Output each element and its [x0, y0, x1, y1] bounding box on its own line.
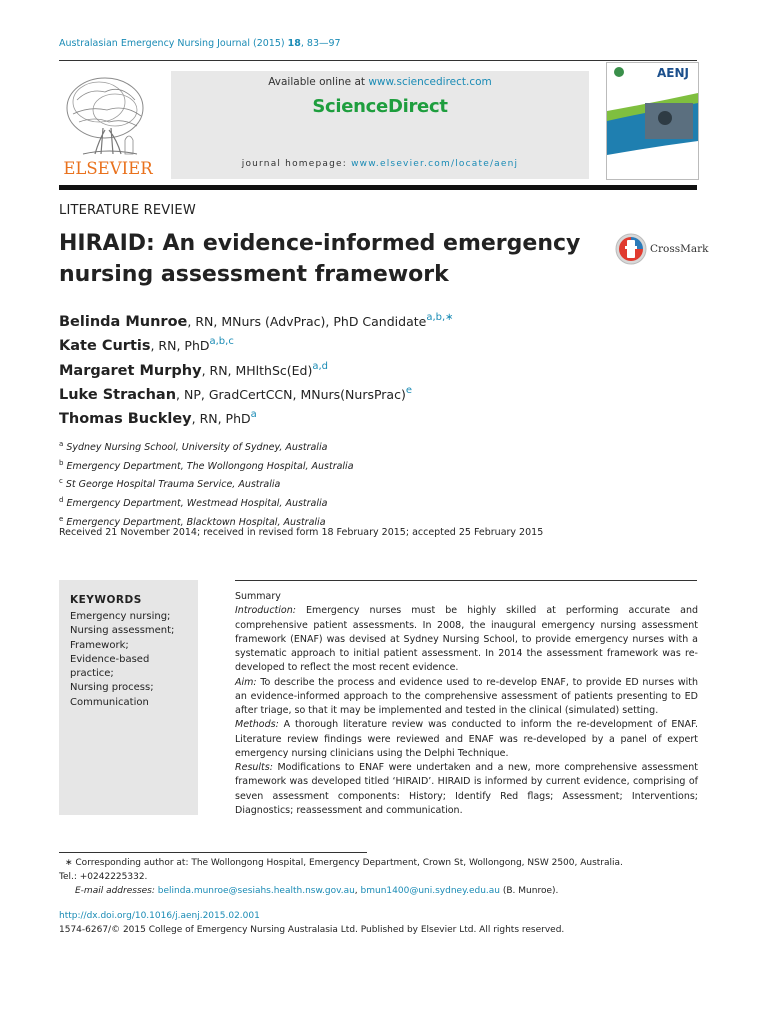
keyword-item: Nursing assessment; — [70, 625, 175, 637]
tree-icon — [67, 78, 143, 154]
aim-text: To describe the process and evidence used to re-develop ENAF, to provide ED nurses with an evidence-informed approach to the comprehensive assessment of patients presenting to ED after triage, so that it may be implemented and tested in the clinical (simulated) setting. — [235, 676, 698, 716]
affiliation-text: Emergency Department, Westmead Hospital, Australia — [66, 498, 328, 510]
summary-results — [235, 761, 698, 818]
keyword-item: Communication — [70, 696, 149, 708]
crossmark-label: CrossMark — [650, 243, 709, 255]
keyword-item: Evidence-based — [70, 653, 150, 665]
homepage-label: journal homepage: — [241, 159, 352, 169]
affiliation-text: Emergency Department, Blacktown Hospital, Australia — [66, 516, 326, 528]
author-3 — [59, 357, 454, 381]
email-suffix: (B. Munroe). — [500, 886, 559, 896]
corresponding-emails: E-mail addresses: belinda.munroe@sesiahs.health.nsw.gov.au, bmun1400@uni.sydney.edu.au (B. Munroe). — [75, 886, 559, 896]
summary-heading: Summary — [235, 591, 281, 602]
author-5 — [59, 405, 454, 429]
received-dates: Received 21 November 2014; received in revised form 18 February 2015; accepted 25 February 2015 — [59, 527, 544, 538]
affiliation-key: d — [59, 495, 64, 504]
affiliation-key: e — [59, 514, 64, 523]
affiliation-item — [59, 474, 354, 493]
intro-label: Introduction: — [235, 605, 296, 617]
affiliation-key: b — [59, 458, 64, 467]
author-credentials: , RN, MHlthSc(Ed) — [201, 362, 313, 378]
email-link-2[interactable]: bmun1400@uni.sydney.edu.au — [360, 886, 501, 896]
doi-link[interactable]: http://dx.doi.org/10.1016/j.aenj.2015.02.001 — [59, 911, 260, 921]
corresponding-address: ∗ Corresponding author at: The Wollongong Hospital, Emergency Department, Crown St, Wollongong, NSW 2500, Australia. — [65, 858, 623, 868]
copyright-notice: 1574-6267/© 2015 College of Emergency Nursing Australasia Ltd. Published by Elsevier Ltd. All rights reserved. — [59, 925, 565, 935]
author-credentials: , RN, PhD — [150, 338, 210, 354]
journal-cover[interactable] — [606, 62, 699, 180]
methods-label: Methods: — [235, 719, 279, 731]
affiliation-item — [59, 493, 354, 512]
email-label: E-mail addresses: — [75, 886, 155, 896]
journal-reference[interactable] — [59, 38, 341, 49]
results-label: Results: — [235, 762, 273, 773]
author-name: Margaret Murphy — [59, 362, 202, 379]
author-name: Kate Curtis — [59, 338, 151, 355]
section-type: LITERATURE REVIEW — [59, 203, 196, 218]
title-line-2: nursing assessment framework — [59, 262, 449, 287]
author-name: Belinda Munroe — [59, 313, 188, 330]
author-2 — [59, 332, 454, 356]
author-list — [59, 308, 454, 430]
keyword-item: Nursing process; — [70, 682, 154, 694]
affiliation-text: St George Hospital Trauma Service, Australia — [65, 479, 281, 491]
cover-title: AENJ — [657, 66, 689, 80]
cover-artwork — [607, 63, 698, 179]
author-name: Luke Strachan — [59, 386, 177, 403]
cena-logo-icon — [614, 67, 624, 77]
affiliation-text: Sydney Nursing School, University of Sydney, Australia — [66, 442, 328, 454]
author-affil-marks[interactable]: e — [405, 384, 412, 396]
journal-homepage — [171, 159, 589, 169]
author-name: Thomas Buckley — [59, 411, 192, 428]
affiliation-item — [59, 456, 354, 475]
journal-ref-pages: , 83—97 — [300, 38, 341, 49]
intro-text: Emergency nurses must be highly skilled at performing accurate and comprehensive patient assessments. In 2008, the inaugural emergency nursing assessment framework (ENAF) was devised at Sydney Nursing School, to provide emergency nurses with a systematic approach to initial patient assessment. In 2014 the assessment framework was re-developed to reflect the most recent evidence. — [235, 605, 698, 674]
available-online-label: Available online at — [268, 76, 369, 88]
author-4 — [59, 381, 454, 405]
title-line-1: HIRAID: An evidence-informed emergency — [59, 231, 581, 256]
affiliation-list — [59, 437, 354, 530]
results-text: Modifications to ENAF were undertaken and a new, more comprehensive assessment framework was developed titled ‘HIRAID’. HIRAID is informed by current evidence, comprising of seven assessment components: History; Identify Red flags; Assessment; Interventions; Diagnostics; reassessment and communication. — [235, 762, 698, 816]
summary-rule — [235, 580, 697, 581]
affiliation-text: Emergency Department, The Wollongong Hospital, Australia — [66, 460, 354, 472]
author-affil-marks[interactable]: a,d — [312, 360, 329, 372]
aim-label: Aim: — [235, 676, 257, 688]
header-rule — [59, 60, 697, 61]
sciencedirect-link[interactable]: www.sciencedirect.com — [368, 76, 492, 88]
corresponding-tel: Tel.: +0242225332. — [59, 872, 148, 882]
author-credentials: , RN, PhD — [191, 411, 251, 427]
author-1 — [59, 308, 454, 332]
keyword-item: Emergency nursing; — [70, 611, 171, 622]
keywords-title: KEYWORDS — [70, 594, 142, 606]
author-affil-marks[interactable]: a — [250, 409, 257, 421]
sciencedirect-logo[interactable]: ScienceDirect — [312, 96, 448, 117]
affiliation-key: c — [59, 477, 63, 486]
journal-ref-text: Australasian Emergency Nursing Journal (2015) — [59, 38, 288, 49]
author-affil-marks[interactable]: a,b,∗ — [426, 312, 454, 323]
summary-aim — [235, 676, 698, 719]
elsevier-wordmark: ELSEVIER — [63, 159, 153, 178]
corresponding-author-note — [59, 856, 699, 898]
email-link-1[interactable]: belinda.munroe@sesiahs.health.nsw.gov.au — [157, 886, 355, 896]
homepage-link[interactable]: www.elsevier.com/locate/aenj — [351, 159, 519, 169]
keyword-item: practice; — [70, 668, 114, 680]
methods-text: A thorough literature review was conducted to inform the re-development of ENAF. Literature review findings were reviewed and ENAF was re-developed by a panel of expert emergency nursing clinicians using the Delphi Technique. — [235, 719, 698, 759]
available-online — [171, 76, 589, 88]
elsevier-logo[interactable] — [59, 70, 157, 180]
abstract-summary — [235, 590, 698, 818]
keyword-item: Framework; — [70, 639, 129, 651]
journal-ref-volume: 18 — [287, 38, 301, 49]
author-affil-marks[interactable]: a,b,c — [209, 336, 234, 348]
affiliation-key: a — [59, 440, 64, 448]
crossmark-icon — [616, 234, 646, 264]
summary-methods — [235, 718, 698, 761]
footnote-rule — [59, 852, 367, 853]
header-bottom-bar — [59, 185, 697, 190]
keywords-list — [70, 610, 174, 710]
author-credentials: , NP, GradCertCCN, MNurs(NursPrac) — [176, 386, 406, 402]
summary-introduction — [235, 604, 698, 675]
article-title — [59, 228, 599, 290]
affiliation-item — [59, 437, 354, 456]
author-credentials: , RN, MNurs (AdvPrac), PhD Candidate — [187, 313, 427, 329]
